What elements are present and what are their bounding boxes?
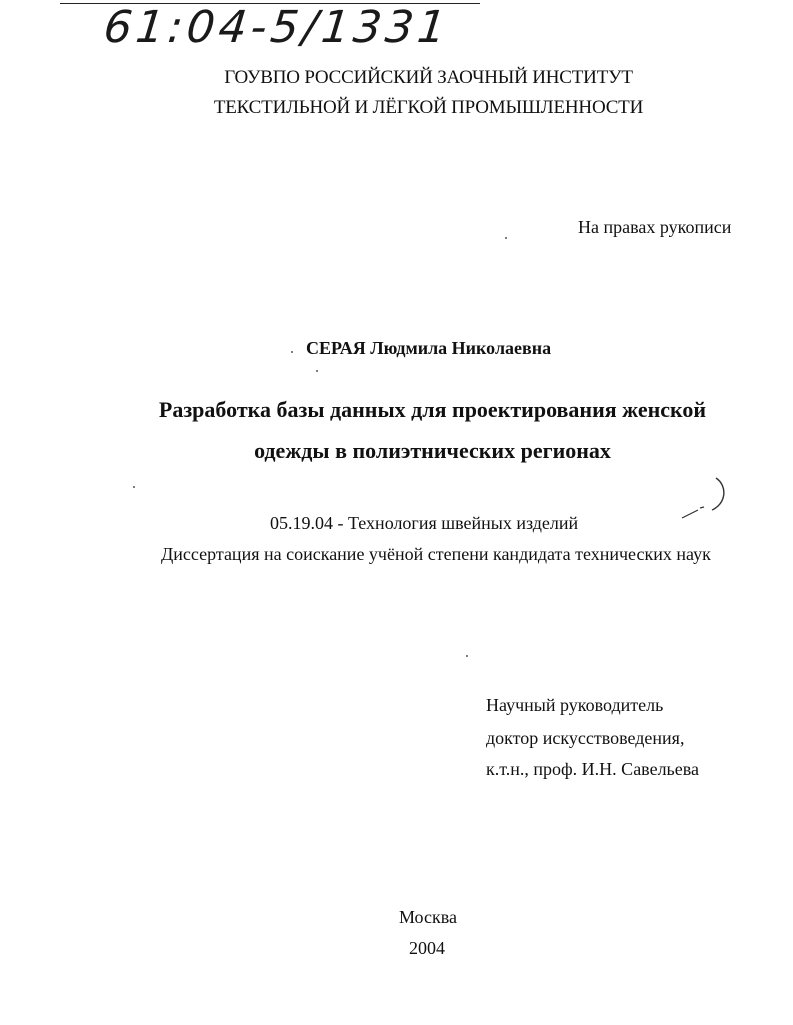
handwritten-catalog-code: 61:04-5/1331 bbox=[101, 2, 453, 53]
specialty-code: 05.19.04 - Технология швейных изделий bbox=[270, 513, 579, 533]
scan-speck bbox=[291, 351, 293, 353]
archive-stamp bbox=[60, 0, 480, 56]
supervisor-degree: доктор искусствоведения, bbox=[486, 728, 685, 748]
scan-speck bbox=[505, 237, 507, 239]
scan-speck bbox=[316, 370, 318, 372]
dissertation-degree: Диссертация на соискание учёной степени кандидата технических наук bbox=[161, 544, 711, 564]
author-name: СЕРАЯ Людмила Николаевна bbox=[306, 338, 552, 358]
title-line-1: Разработка базы данных для проектирования женской bbox=[158, 397, 707, 422]
title-line-2: одежды в полиэтнических регионах bbox=[254, 438, 611, 463]
supervisor-label: Научный руководитель bbox=[486, 695, 664, 715]
manuscript-rights-note: На правах рукописи bbox=[578, 217, 732, 237]
institution-line-2: ТЕКСТИЛЬНОЙ И ЛЁГКОЙ ПРОМЫШЛЕННОСТИ bbox=[213, 97, 644, 118]
institution-line-1: ГОУВПО РОССИЙСКИЙ ЗАОЧНЫЙ ИНСТИТУТ bbox=[224, 67, 633, 88]
scan-speck bbox=[133, 486, 135, 488]
supervisor-name: к.т.н., проф. И.Н. Савельева bbox=[486, 759, 699, 779]
year: 2004 bbox=[409, 938, 445, 958]
city: Москва bbox=[399, 907, 457, 927]
scan-speck bbox=[466, 655, 468, 657]
pen-mark-icon bbox=[676, 470, 736, 530]
